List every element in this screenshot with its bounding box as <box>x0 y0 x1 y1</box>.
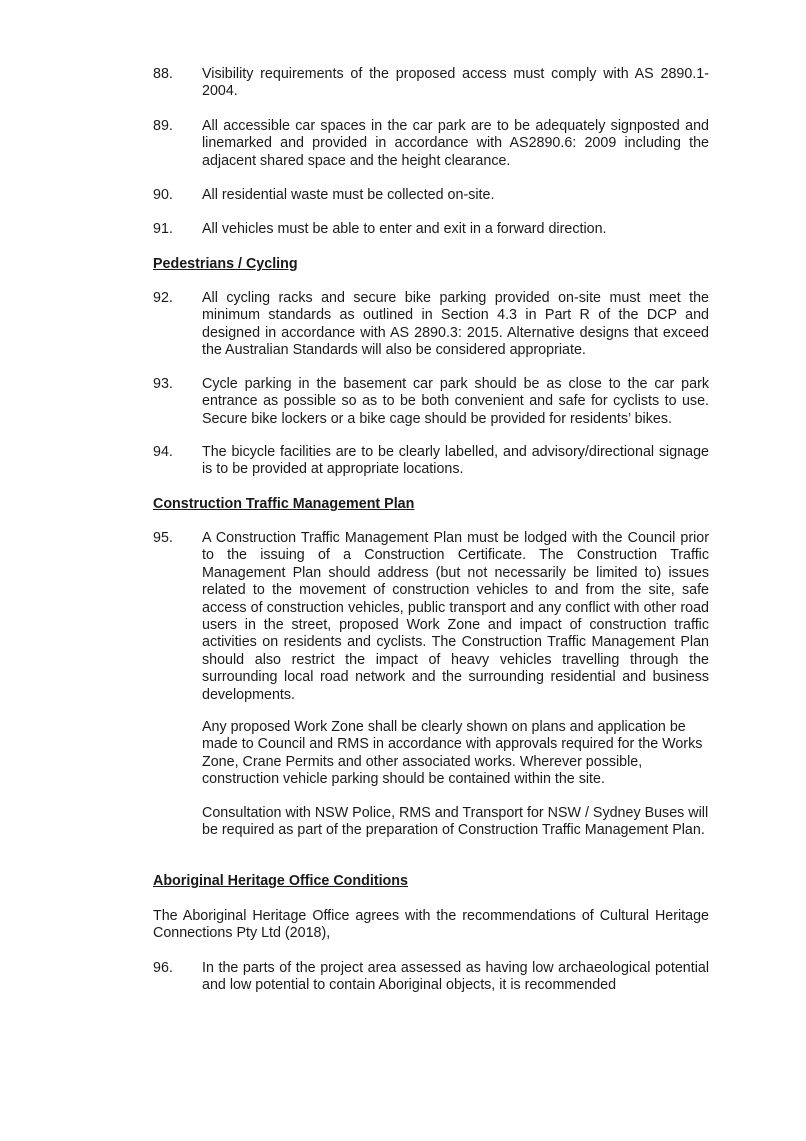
condition-text: A Construction Traffic Management Plan must be lodged with the Council prior to the issuing of a Construction Certificate. The Construction Traffic Management Plan should address (but not necessarily be limited to) issues related to the movement of construction vehicles to and from the site, safe access of construction vehicles, public transport and any conflict with other road users in the street, proposed Work Zone and impact of construction traffic activities on residents and cyclists. The Construction Traffic Management Plan should also restrict the impact of heavy vehicles travelling through the surrounding local road network and the surrounding residential and business developments. <box>202 530 709 703</box>
condition-number: 89. <box>153 118 173 134</box>
condition-88 <box>153 66 709 101</box>
condition-number: 92. <box>153 290 173 306</box>
condition-text: All vehicles must be able to enter and exit in a forward direction. <box>202 221 607 237</box>
condition-91 <box>153 221 709 238</box>
condition-95-work-zone-paragraph: Any proposed Work Zone shall be clearly shown on plans and application be made to Council and RMS in accordance with approvals required for the Works Zone, Crane Permits and other associated works. Wherever possible, construction vehicle parking should be contained within the site. <box>202 719 703 788</box>
condition-89 <box>153 118 709 170</box>
section-heading-aboriginal: Aboriginal Heritage Office Conditions <box>153 873 408 889</box>
section-heading-pedestrians: Pedestrians / Cycling <box>153 256 298 272</box>
condition-number: 93. <box>153 376 173 392</box>
aboriginal-intro-paragraph: The Aboriginal Heritage Office agrees with the recommendations of Cultural Heritage Connections Pty Ltd (2018), <box>153 908 709 942</box>
condition-96 <box>153 960 709 995</box>
condition-text: All accessible car spaces in the car park are to be adequately signposted and linemarked and provided in accordance with AS2890.6: 2009 including the adjacent shared space and the height clearance. <box>202 118 709 169</box>
condition-text: Cycle parking in the basement car park should be as close to the car park entrance as possible so as to be both convenient and safe for cyclists to use. Secure bike lockers or a bike cage should be provided for residents’ bikes. <box>202 376 709 427</box>
condition-number: 88. <box>153 66 173 82</box>
condition-number: 91. <box>153 221 173 237</box>
condition-number: 94. <box>153 444 173 460</box>
condition-number: 96. <box>153 960 173 976</box>
condition-text: Visibility requirements of the proposed access must comply with AS 2890.1-2004. <box>202 66 709 100</box>
condition-text: All residential waste must be collected on-site. <box>202 187 495 203</box>
condition-text: All cycling racks and secure bike parking provided on-site must meet the minimum standards as outlined in Section 4.3 in Part R of the DCP and designed in accordance with AS 2890.3: 2015. Alternative designs that exceed the Australian Standards will also be considered appropriate. <box>202 290 709 359</box>
condition-90 <box>153 187 709 204</box>
condition-text: The bicycle facilities are to be clearly labelled, and advisory/directional signage is to be provided at appropriate locations. <box>202 444 709 478</box>
condition-number: 95. <box>153 530 173 546</box>
condition-text: In the parts of the project area assessed as having low archaeological potential and low potential to contain Aboriginal objects, it is recommended <box>202 960 709 994</box>
condition-92 <box>153 290 709 360</box>
condition-93 <box>153 376 709 428</box>
condition-95-consultation-paragraph: Consultation with NSW Police, RMS and Transport for NSW / Sydney Buses will be required as part of the preparation of Construction Traffic Management Plan. <box>202 805 709 839</box>
section-heading-ctmp: Construction Traffic Management Plan <box>153 496 415 512</box>
condition-94 <box>153 444 709 479</box>
condition-95 <box>153 530 709 704</box>
condition-number: 90. <box>153 187 173 203</box>
